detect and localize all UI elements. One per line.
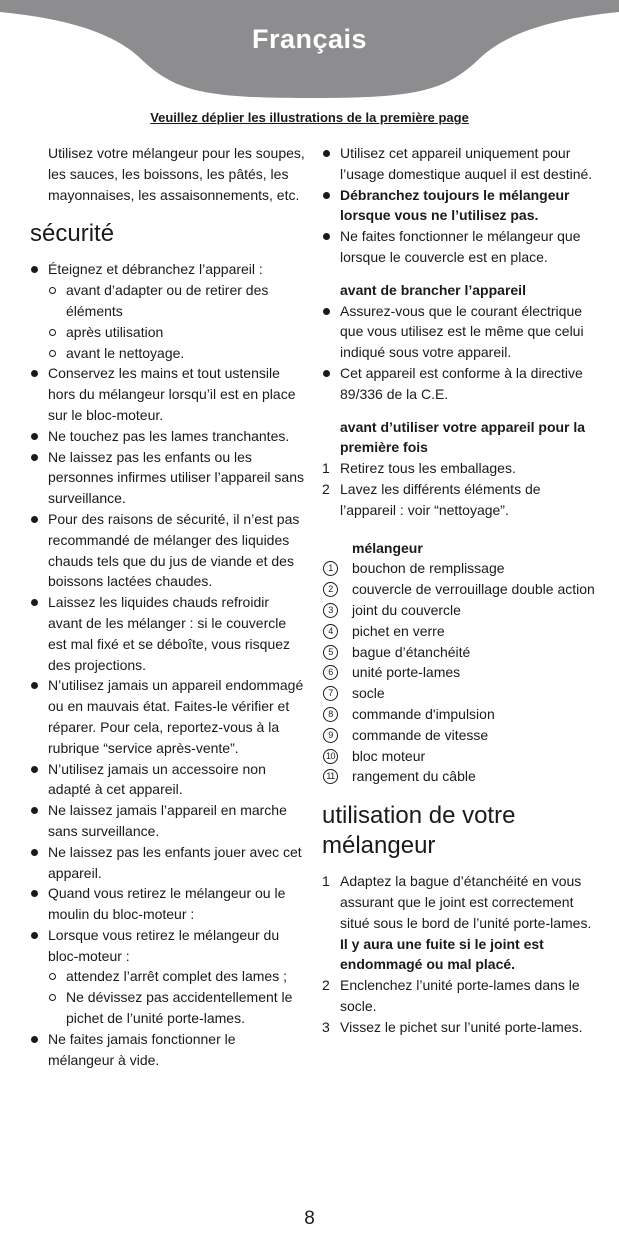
step-number: 1 bbox=[322, 460, 330, 477]
fold-out-instruction: Veuillez déplier les illustrations de la première page bbox=[150, 110, 469, 125]
safety-list-continued bbox=[322, 143, 597, 268]
usage-heading: utilisation de votre mélangeur bbox=[322, 802, 516, 860]
part-label: bouchon de remplissage bbox=[352, 560, 505, 577]
safety-heading: sécurité bbox=[30, 220, 115, 248]
spacer bbox=[322, 521, 597, 538]
first-use-step bbox=[322, 458, 597, 479]
header-band bbox=[0, 0, 619, 100]
usage-steps bbox=[322, 871, 597, 1037]
safety-item: Ne laissez pas les enfants jouer avec cet appareil. bbox=[30, 842, 305, 884]
before-plugging-item: Assurez-vous que le courant électrique que vous utilisez est le même que celui indiqué sous votre appareil. bbox=[322, 301, 597, 363]
part-label: bague d’étanchéité bbox=[352, 643, 471, 660]
safety-subitem: avant le nettoyage. bbox=[48, 343, 305, 364]
intro-paragraph: Utilisez votre mélangeur pour les soupes, les sauces, les boissons, les pâtés, les mayonnaises, les assaisonnements, etc. bbox=[48, 145, 305, 203]
first-use-step bbox=[322, 479, 597, 521]
first-use-steps bbox=[322, 458, 597, 520]
left-column bbox=[30, 143, 305, 1070]
safety-item: Pour des raisons de sécurité, il n’est pas recommandé de mélanger des liquides chauds tels que du jus de viande et des boissons lactées chaudes. bbox=[30, 509, 305, 592]
step-text: Enclenchez l’unité porte-lames dans le socle. bbox=[340, 977, 580, 1014]
part-number: 10 bbox=[323, 749, 338, 764]
step-number: 3 bbox=[322, 1018, 330, 1035]
part-label: commande d'impulsion bbox=[352, 705, 495, 722]
page-number: 8 bbox=[304, 1208, 315, 1229]
safety-sublist bbox=[48, 280, 305, 363]
part-number: 9 bbox=[323, 728, 338, 743]
part-number: 3 bbox=[323, 603, 338, 618]
part-number: 4 bbox=[323, 624, 338, 639]
spacer bbox=[322, 787, 597, 801]
part-item bbox=[322, 600, 597, 621]
page-language-title: Français bbox=[251, 24, 368, 54]
part-number: 8 bbox=[323, 707, 338, 722]
part-number: 7 bbox=[323, 686, 338, 701]
part-item bbox=[322, 766, 597, 787]
spacer bbox=[322, 405, 597, 417]
part-label: pichet en verre bbox=[352, 622, 445, 639]
step-text: Retirez tous les emballages. bbox=[340, 460, 516, 477]
usage-step bbox=[322, 1017, 597, 1038]
part-item bbox=[322, 662, 597, 683]
part-label: bloc moteur bbox=[352, 747, 426, 764]
part-item bbox=[322, 642, 597, 663]
safety-list bbox=[30, 259, 305, 1070]
safety-item-text: Lorsque vous retirez le mélangeur du bloc-moteur : bbox=[48, 926, 280, 964]
before-plugging-heading: avant de brancher l’appareil bbox=[340, 281, 526, 298]
part-number: 1 bbox=[323, 561, 338, 576]
safety-item: Quand vous retirez le mélangeur ou le moulin du bloc-moteur : bbox=[30, 883, 305, 925]
usage-step bbox=[322, 871, 597, 975]
step-text: Adaptez la bague d’étanchéité en vous assurant que le joint est correctement situé sous le bord de l’unité porte-lames. bbox=[340, 873, 592, 931]
part-number: 2 bbox=[323, 582, 338, 597]
part-item bbox=[322, 579, 597, 600]
safety-item: N’utilisez jamais un accessoire non adapté à cet appareil. bbox=[30, 759, 305, 801]
safety-item: Ne faites jamais fonctionner le mélangeur à vide. bbox=[30, 1029, 305, 1071]
part-label: socle bbox=[352, 685, 385, 702]
spacer bbox=[322, 268, 597, 280]
before-plugging-item: Cet appareil est conforme à la directive 89/336 de la C.E. bbox=[322, 363, 597, 405]
safety-subitem: Ne dévissez pas accidentellement le pichet de l’unité porte-lames. bbox=[48, 987, 305, 1029]
safety-item: Conservez les mains et tout ustensile hors du mélangeur lorsqu’il est en place sur le bloc-moteur. bbox=[30, 363, 305, 425]
part-number: 6 bbox=[323, 665, 338, 680]
safety-item: N’utilisez jamais un appareil endommagé ou en mauvais état. Faites-le vérifier et réparer. Pour cela, reportez-vous à la rubrique “service après-vente”. bbox=[30, 675, 305, 758]
part-item bbox=[322, 746, 597, 767]
safety-item: Ne faites fonctionner le mélangeur que lorsque le couvercle est en place. bbox=[322, 226, 597, 268]
safety-item: Utilisez cet appareil uniquement pour l’usage domestique auquel il est destiné. bbox=[322, 143, 597, 185]
step-number: 2 bbox=[322, 480, 330, 497]
part-item bbox=[322, 725, 597, 746]
usage-step bbox=[322, 975, 597, 1017]
safety-item: Laissez les liquides chauds refroidir avant de les mélanger : si le couvercle est mal fixé et se déboîte, vous risquez des projections. bbox=[30, 592, 305, 675]
first-use-heading: avant d’utiliser votre appareil pour la première fois bbox=[340, 418, 586, 456]
part-label: unité porte-lames bbox=[352, 664, 461, 681]
step-number: 2 bbox=[322, 977, 330, 994]
part-item bbox=[322, 558, 597, 579]
part-item bbox=[322, 621, 597, 642]
safety-item-text: Éteignez et débranchez l’appareil : bbox=[48, 261, 263, 278]
step-text: Lavez les différents éléments de l’appareil : voir “nettoyage”. bbox=[340, 480, 541, 518]
step-text: Vissez le pichet sur l’unité porte-lames. bbox=[340, 1018, 583, 1035]
parts-heading: mélangeur bbox=[352, 539, 423, 556]
safety-sublist bbox=[48, 966, 305, 1028]
leak-warning: Il y aura une fuite si le joint est endommagé ou mal placé. bbox=[340, 935, 544, 973]
part-item bbox=[322, 683, 597, 704]
step-number: 1 bbox=[322, 873, 330, 890]
safety-item: Ne touchez pas les lames tranchantes. bbox=[30, 426, 305, 447]
before-plugging-list bbox=[322, 301, 597, 405]
parts-list bbox=[322, 558, 597, 787]
safety-item bbox=[30, 925, 305, 1029]
part-number: 11 bbox=[323, 769, 338, 784]
right-column bbox=[322, 143, 597, 1037]
safety-item: Ne laissez pas les enfants ou les personnes infirmes utiliser l’appareil sans surveillance. bbox=[30, 447, 305, 509]
safety-subitem: attendez l’arrêt complet des lames ; bbox=[48, 966, 305, 987]
part-label: commande de vitesse bbox=[352, 726, 489, 743]
part-label: couvercle de verrouillage double action bbox=[352, 581, 595, 598]
safety-item bbox=[30, 259, 305, 363]
safety-item: Ne laissez jamais l’appareil en marche sans surveillance. bbox=[30, 800, 305, 842]
part-label: rangement du câble bbox=[352, 768, 476, 785]
part-label: joint du couvercle bbox=[352, 601, 461, 618]
part-item bbox=[322, 704, 597, 725]
part-number: 5 bbox=[323, 645, 338, 660]
safety-item-unplug-warning: Débranchez toujours le mélangeur lorsque vous ne l’utilisez pas. bbox=[322, 185, 597, 227]
safety-subitem: après utilisation bbox=[48, 322, 305, 343]
safety-subitem: avant d’adapter ou de retirer des éléments bbox=[48, 280, 305, 322]
